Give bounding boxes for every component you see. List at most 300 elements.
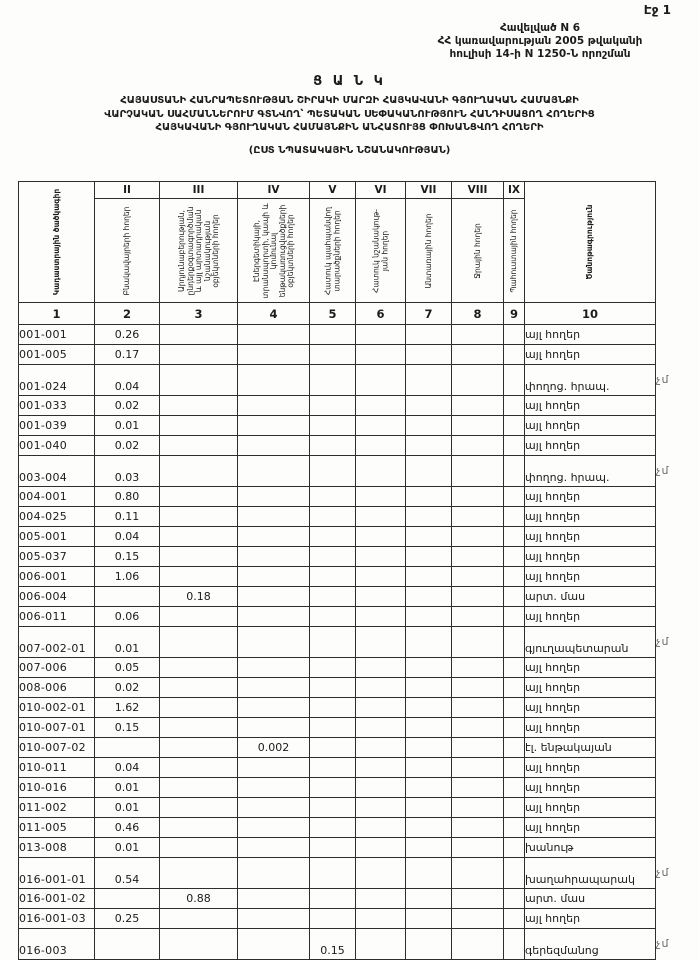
value-cell-reserve — [504, 436, 525, 456]
value-cell-water — [452, 456, 504, 487]
value-cell-protected — [310, 858, 356, 889]
table-row — [19, 758, 696, 778]
land-category-table — [18, 181, 696, 960]
remark-cell: փողոց. հրապ. — [525, 456, 656, 487]
value-cell-settlement: 0.02 — [95, 436, 160, 456]
value-cell-reserve — [504, 858, 525, 889]
value-cell-forest — [406, 778, 452, 798]
table-row — [19, 547, 696, 567]
value-cell-water — [452, 818, 504, 838]
value-cell-water — [452, 909, 504, 929]
value-cell-reserve — [504, 738, 525, 758]
document-title-block — [8, 94, 691, 157]
value-cell-water — [452, 587, 504, 607]
title-line: ՀԱՅԿԱՎԱՆԻ ԳՅՈՒՂԱԿԱՆ ՀԱՄԱՅՆՔԻՆ ԱՆՀԱՏՈՒՅՑ ՓՈԽԱՆՑՎՈՂ ՀՈՂԵՐԻ — [155, 122, 544, 133]
table-row — [19, 627, 696, 658]
value-cell-industrial — [160, 698, 238, 718]
value-cell-forest — [406, 436, 452, 456]
value-cell-settlement: 0.02 — [95, 678, 160, 698]
handwritten-margin-note — [656, 718, 696, 738]
handwritten-margin-note — [656, 798, 696, 818]
value-cell-reserve — [504, 325, 525, 345]
value-cell-settlement: 0.54 — [95, 858, 160, 889]
table-row — [19, 738, 696, 758]
appendix-line: ՀՀ կառավարության 2005 թվականի — [437, 35, 643, 47]
value-cell-protected — [310, 738, 356, 758]
value-cell-water — [452, 838, 504, 858]
value-cell-forest — [406, 396, 452, 416]
value-cell-reserve — [504, 929, 525, 960]
cadastral-code-cell: 010-016 — [19, 778, 95, 798]
value-cell-special — [356, 416, 406, 436]
value-cell-special — [356, 507, 406, 527]
handwritten-margin-note: չմ — [656, 634, 670, 648]
value-cell-reserve — [504, 758, 525, 778]
value-cell-settlement: 0.15 — [95, 718, 160, 738]
handwritten-margin-note — [656, 567, 696, 587]
value-cell-industrial — [160, 658, 238, 678]
handwritten-margin-note: չմ — [656, 865, 670, 879]
value-cell-protected — [310, 345, 356, 365]
table-body — [19, 325, 696, 960]
value-cell-protected — [310, 325, 356, 345]
value-cell-forest — [406, 325, 452, 345]
handwritten-margin-note — [656, 396, 696, 416]
value-cell-water — [452, 758, 504, 778]
value-cell-reserve — [504, 718, 525, 738]
remark-cell: էլ. ենթակայան — [525, 738, 656, 758]
value-cell-energy-transport — [238, 547, 310, 567]
value-cell-industrial — [160, 507, 238, 527]
value-cell-protected — [310, 547, 356, 567]
cadastral-code-header-label: Կադաստրային ծածկագիր — [51, 188, 61, 296]
remark-cell: այլ հողեր — [525, 678, 656, 698]
table-row — [19, 858, 696, 889]
table-row — [19, 396, 696, 416]
value-cell-forest — [406, 627, 452, 658]
table-row — [19, 607, 696, 627]
value-cell-industrial — [160, 798, 238, 818]
value-cell-reserve — [504, 507, 525, 527]
value-cell-special — [356, 456, 406, 487]
appendix-reference-block — [388, 22, 692, 61]
handwritten-margin-note — [656, 487, 696, 507]
value-cell-energy-transport — [238, 838, 310, 858]
table-row — [19, 527, 696, 547]
handwritten-margin-note — [656, 507, 696, 527]
handwritten-margin-note — [656, 345, 696, 365]
value-cell-industrial — [160, 778, 238, 798]
value-cell-energy-transport — [238, 698, 310, 718]
column-header-cell — [356, 199, 406, 303]
value-cell-forest — [406, 678, 452, 698]
value-cell-forest — [406, 456, 452, 487]
value-cell-special — [356, 567, 406, 587]
table-row — [19, 838, 696, 858]
value-cell-water — [452, 658, 504, 678]
value-cell-energy-transport — [238, 798, 310, 818]
value-cell-energy-transport — [238, 627, 310, 658]
value-cell-forest — [406, 365, 452, 396]
value-cell-settlement — [95, 587, 160, 607]
value-cell-forest — [406, 698, 452, 718]
value-cell-reserve — [504, 658, 525, 678]
value-cell-reserve — [504, 456, 525, 487]
value-cell-water — [452, 858, 504, 889]
value-cell-settlement: 0.04 — [95, 365, 160, 396]
handwritten-margin-note — [656, 607, 696, 627]
value-cell-forest — [406, 718, 452, 738]
value-cell-reserve — [504, 607, 525, 627]
value-cell-special — [356, 758, 406, 778]
value-cell-special — [356, 345, 406, 365]
value-cell-protected — [310, 798, 356, 818]
title-line: ՀԱՅԱՍՏԱՆԻ ՀԱՆՐԱՊԵՏՈՒԹՅԱՆ ՇԻՐԱԿԻ ՄԱՐԶԻ ՀԱՅԿԱՎԱՆԻ ԳՅՈՒՂԱԿԱՆ ՀԱՄԱՅՆՔԻ — [120, 95, 579, 106]
appendix-line: Հավելված N 6 — [499, 22, 581, 34]
value-cell-protected — [310, 758, 356, 778]
table-row — [19, 698, 696, 718]
value-cell-water — [452, 718, 504, 738]
value-cell-protected — [310, 456, 356, 487]
value-cell-special — [356, 929, 406, 960]
remark-cell: այլ հողեր — [525, 778, 656, 798]
table-row — [19, 345, 696, 365]
remark-cell: այլ հողեր — [525, 818, 656, 838]
value-cell-water — [452, 436, 504, 456]
value-cell-industrial — [160, 607, 238, 627]
value-cell-water — [452, 889, 504, 909]
cadastral-code-cell: 016-001-01 — [19, 858, 95, 889]
column-header-cell — [160, 199, 238, 303]
handwritten-margin-note — [656, 778, 696, 798]
value-cell-energy-transport — [238, 858, 310, 889]
roman-numeral-row — [19, 182, 696, 199]
column-number: 9 — [504, 303, 525, 325]
document-heading: Ց Ա Ն Կ — [313, 74, 386, 89]
value-cell-settlement — [95, 738, 160, 758]
table-row — [19, 507, 696, 527]
cadastral-code-cell: 008-006 — [19, 678, 95, 698]
value-cell-special — [356, 487, 406, 507]
title-line: ՎԱՐՉԱԿԱՆ ՍԱՀՄԱՆՆԵՐՈՒՄ ԳՏՆՎՈՂ՝ ՊԵՏԱԿԱՆ ՍԵՓԱԿԱՆՈՒԹՅՈՒՆ ՀԱՆԴԻՍԱՑՈՂ ՀՈՂԵՐԻՑ — [104, 108, 595, 120]
value-cell-water — [452, 567, 504, 587]
roman-numeral-cell: V — [310, 182, 356, 199]
roman-numeral-cell: IV — [238, 182, 310, 199]
handwritten-margin-note — [656, 738, 696, 758]
value-cell-settlement: 0.25 — [95, 909, 160, 929]
value-cell-water — [452, 698, 504, 718]
value-cell-industrial — [160, 909, 238, 929]
value-cell-protected — [310, 889, 356, 909]
value-cell-protected — [310, 527, 356, 547]
value-cell-water — [452, 487, 504, 507]
value-cell-reserve — [504, 698, 525, 718]
table-row — [19, 436, 696, 456]
remark-cell: այլ հողեր — [525, 718, 656, 738]
value-cell-water — [452, 738, 504, 758]
value-cell-reserve — [504, 345, 525, 365]
table-row — [19, 818, 696, 838]
value-cell-energy-transport — [238, 909, 310, 929]
value-cell-special — [356, 858, 406, 889]
title-line: (ԸՍՏ ՆՊԱՏԱԿԱՅԻՆ ՆՇԱՆԱԿՈՒԹՅԱՆ) — [248, 144, 451, 156]
value-cell-industrial — [160, 527, 238, 547]
remark-cell: գերեզմանոց — [525, 929, 656, 960]
value-cell-industrial — [160, 416, 238, 436]
cadastral-code-cell: 005-001 — [19, 527, 95, 547]
value-cell-water — [452, 325, 504, 345]
value-cell-settlement: 0.15 — [95, 547, 160, 567]
value-cell-settlement — [95, 889, 160, 909]
value-cell-protected — [310, 567, 356, 587]
column-header-cell — [406, 199, 452, 303]
remark-cell: այլ հողեր — [525, 325, 656, 345]
value-cell-water — [452, 416, 504, 436]
value-cell-special — [356, 325, 406, 345]
value-cell-water — [452, 607, 504, 627]
value-cell-protected — [310, 607, 356, 627]
remark-cell: այլ հողեր — [525, 758, 656, 778]
cadastral-code-cell: 006-001 — [19, 567, 95, 587]
cadastral-code-cell: 011-005 — [19, 818, 95, 838]
value-cell-protected — [310, 507, 356, 527]
value-cell-protected — [310, 909, 356, 929]
value-cell-water — [452, 627, 504, 658]
value-cell-protected — [310, 587, 356, 607]
value-cell-energy-transport — [238, 456, 310, 487]
cadastral-code-cell: 016-001-03 — [19, 909, 95, 929]
cadastral-code-cell: 016-001-02 — [19, 889, 95, 909]
value-cell-reserve — [504, 909, 525, 929]
value-cell-protected — [310, 436, 356, 456]
cadastral-code-cell: 001-033 — [19, 396, 95, 416]
value-cell-energy-transport — [238, 658, 310, 678]
cadastral-code-cell: 001-005 — [19, 345, 95, 365]
column-number: 10 — [525, 303, 656, 325]
value-cell-energy-transport — [238, 889, 310, 909]
value-cell-water — [452, 929, 504, 960]
value-cell-settlement — [95, 929, 160, 960]
table-row — [19, 365, 696, 396]
value-cell-protected — [310, 838, 356, 858]
value-cell-special — [356, 678, 406, 698]
cadastral-code-cell: 011-002 — [19, 798, 95, 818]
value-cell-special — [356, 718, 406, 738]
value-cell-special — [356, 627, 406, 658]
value-cell-energy-transport — [238, 436, 310, 456]
value-cell-reserve — [504, 396, 525, 416]
table-row — [19, 889, 696, 909]
column-header-label: Արդյունաբերության, ընդերքօգտագործման և այլ արտադրական նշանակության օբյեկտների հողեր — [176, 206, 220, 295]
column-header-label: Ջրային հողեր — [472, 222, 482, 279]
handwritten-margin-note — [656, 698, 696, 718]
value-cell-special — [356, 658, 406, 678]
value-cell-forest — [406, 567, 452, 587]
table-row — [19, 778, 696, 798]
cadastral-code-cell: 003-004 — [19, 456, 95, 487]
cadastral-code-cell: 004-025 — [19, 507, 95, 527]
remark-header-cell — [525, 182, 656, 303]
remark-cell: այլ հողեր — [525, 487, 656, 507]
value-cell-forest — [406, 909, 452, 929]
table-row — [19, 798, 696, 818]
value-cell-industrial: 0.18 — [160, 587, 238, 607]
column-header-label: Հատուկ պահպանվող տարածքների հողեր — [323, 206, 341, 295]
value-cell-special — [356, 838, 406, 858]
value-cell-forest — [406, 858, 452, 889]
value-cell-settlement: 0.01 — [95, 416, 160, 436]
remark-cell: այլ հողեր — [525, 507, 656, 527]
value-cell-water — [452, 527, 504, 547]
value-cell-forest — [406, 345, 452, 365]
cadastral-code-cell: 004-001 — [19, 487, 95, 507]
value-cell-energy-transport — [238, 365, 310, 396]
value-cell-reserve — [504, 365, 525, 396]
value-cell-protected — [310, 487, 356, 507]
column-header-label: Բնակավայրերի հողեր — [121, 206, 131, 295]
table-row — [19, 567, 696, 587]
column-header-label: Անտառային հողեր — [423, 213, 433, 288]
value-cell-protected — [310, 658, 356, 678]
handwritten-margin-note — [656, 416, 696, 436]
cadastral-code-cell: 001-001 — [19, 325, 95, 345]
table-row — [19, 909, 696, 929]
value-cell-water — [452, 798, 504, 818]
value-cell-water — [452, 345, 504, 365]
value-cell-reserve — [504, 889, 525, 909]
column-number: 6 — [356, 303, 406, 325]
value-cell-forest — [406, 607, 452, 627]
value-cell-reserve — [504, 416, 525, 436]
value-cell-settlement: 0.05 — [95, 658, 160, 678]
handwritten-margin-note — [656, 436, 696, 456]
cadastral-code-cell: 007-002-01 — [19, 627, 95, 658]
handwritten-margin-note — [656, 325, 696, 345]
value-cell-forest — [406, 738, 452, 758]
handwritten-margin-note — [656, 838, 696, 858]
value-cell-forest — [406, 416, 452, 436]
table-row — [19, 658, 696, 678]
handwritten-margin-note — [656, 527, 696, 547]
value-cell-special — [356, 818, 406, 838]
handwritten-margin-note: չմ — [656, 936, 670, 950]
remark-cell: այլ հողեր — [525, 607, 656, 627]
cadastral-code-cell: 016-003 — [19, 929, 95, 960]
value-cell-water — [452, 547, 504, 567]
roman-numeral-cell: III — [160, 182, 238, 199]
remark-cell: խաղահրապարակ — [525, 858, 656, 889]
value-cell-forest — [406, 838, 452, 858]
value-cell-water — [452, 507, 504, 527]
value-cell-settlement: 1.06 — [95, 567, 160, 587]
value-cell-energy-transport — [238, 678, 310, 698]
table-row — [19, 325, 696, 345]
remark-cell: գյուղապետարան — [525, 627, 656, 658]
remark-cell: այլ հողեր — [525, 909, 656, 929]
remark-cell: այլ հողեր — [525, 547, 656, 567]
column-number: 2 — [95, 303, 160, 325]
value-cell-special — [356, 436, 406, 456]
value-cell-special — [356, 365, 406, 396]
value-cell-special — [356, 909, 406, 929]
column-header-cell — [310, 199, 356, 303]
value-cell-reserve — [504, 547, 525, 567]
cadastral-code-cell: 010-011 — [19, 758, 95, 778]
value-cell-energy-transport — [238, 345, 310, 365]
remark-cell: փողոց. հրապ. — [525, 365, 656, 396]
handwritten-margin-note — [656, 547, 696, 567]
value-cell-industrial — [160, 678, 238, 698]
remark-cell: խանութ — [525, 838, 656, 858]
value-cell-forest — [406, 889, 452, 909]
cadastral-code-cell: 001-040 — [19, 436, 95, 456]
value-cell-energy-transport — [238, 416, 310, 436]
value-cell-forest — [406, 547, 452, 567]
value-cell-reserve — [504, 798, 525, 818]
value-cell-settlement: 0.80 — [95, 487, 160, 507]
value-cell-energy-transport — [238, 396, 310, 416]
value-cell-reserve — [504, 487, 525, 507]
value-cell-reserve — [504, 678, 525, 698]
page-margin — [656, 182, 696, 325]
cadastral-code-cell: 007-006 — [19, 658, 95, 678]
column-number: 1 — [19, 303, 95, 325]
value-cell-protected — [310, 778, 356, 798]
column-header-label: Էներգետիկայի, տրանսպորտի, կապի և կոմունալ ենթակառուցվածքների օբյեկտների հողեր — [251, 202, 295, 299]
remark-cell: այլ հողեր — [525, 416, 656, 436]
cadastral-code-cell: 006-011 — [19, 607, 95, 627]
value-cell-reserve — [504, 818, 525, 838]
remark-cell: այլ հողեր — [525, 345, 656, 365]
value-cell-forest — [406, 818, 452, 838]
value-cell-settlement: 0.26 — [95, 325, 160, 345]
value-cell-industrial — [160, 365, 238, 396]
value-cell-water — [452, 365, 504, 396]
value-cell-settlement: 0.11 — [95, 507, 160, 527]
roman-numeral-cell: II — [95, 182, 160, 199]
value-cell-energy-transport — [238, 607, 310, 627]
value-cell-energy-transport — [238, 587, 310, 607]
handwritten-margin-note: չմ — [656, 372, 670, 386]
value-cell-energy-transport — [238, 778, 310, 798]
value-cell-forest — [406, 929, 452, 960]
value-cell-reserve — [504, 838, 525, 858]
value-cell-industrial — [160, 567, 238, 587]
value-cell-industrial — [160, 456, 238, 487]
value-cell-energy-transport — [238, 487, 310, 507]
column-number: 3 — [160, 303, 238, 325]
remark-cell: այլ հողեր — [525, 396, 656, 416]
remark-cell: այլ հողեր — [525, 567, 656, 587]
value-cell-energy-transport — [238, 818, 310, 838]
handwritten-margin-note — [656, 587, 696, 607]
value-cell-settlement: 0.01 — [95, 778, 160, 798]
cadastral-code-cell: 001-024 — [19, 365, 95, 396]
value-cell-forest — [406, 507, 452, 527]
remark-cell: այլ հողեր — [525, 527, 656, 547]
value-cell-industrial — [160, 838, 238, 858]
column-header-cell — [95, 199, 160, 303]
table-row — [19, 487, 696, 507]
remark-cell: այլ հողեր — [525, 658, 656, 678]
table-row — [19, 416, 696, 436]
value-cell-settlement: 0.01 — [95, 798, 160, 818]
value-cell-settlement: 1.62 — [95, 698, 160, 718]
value-cell-settlement: 0.01 — [95, 838, 160, 858]
value-cell-energy-transport — [238, 929, 310, 960]
value-cell-energy-transport: 0.002 — [238, 738, 310, 758]
table-row — [19, 587, 696, 607]
